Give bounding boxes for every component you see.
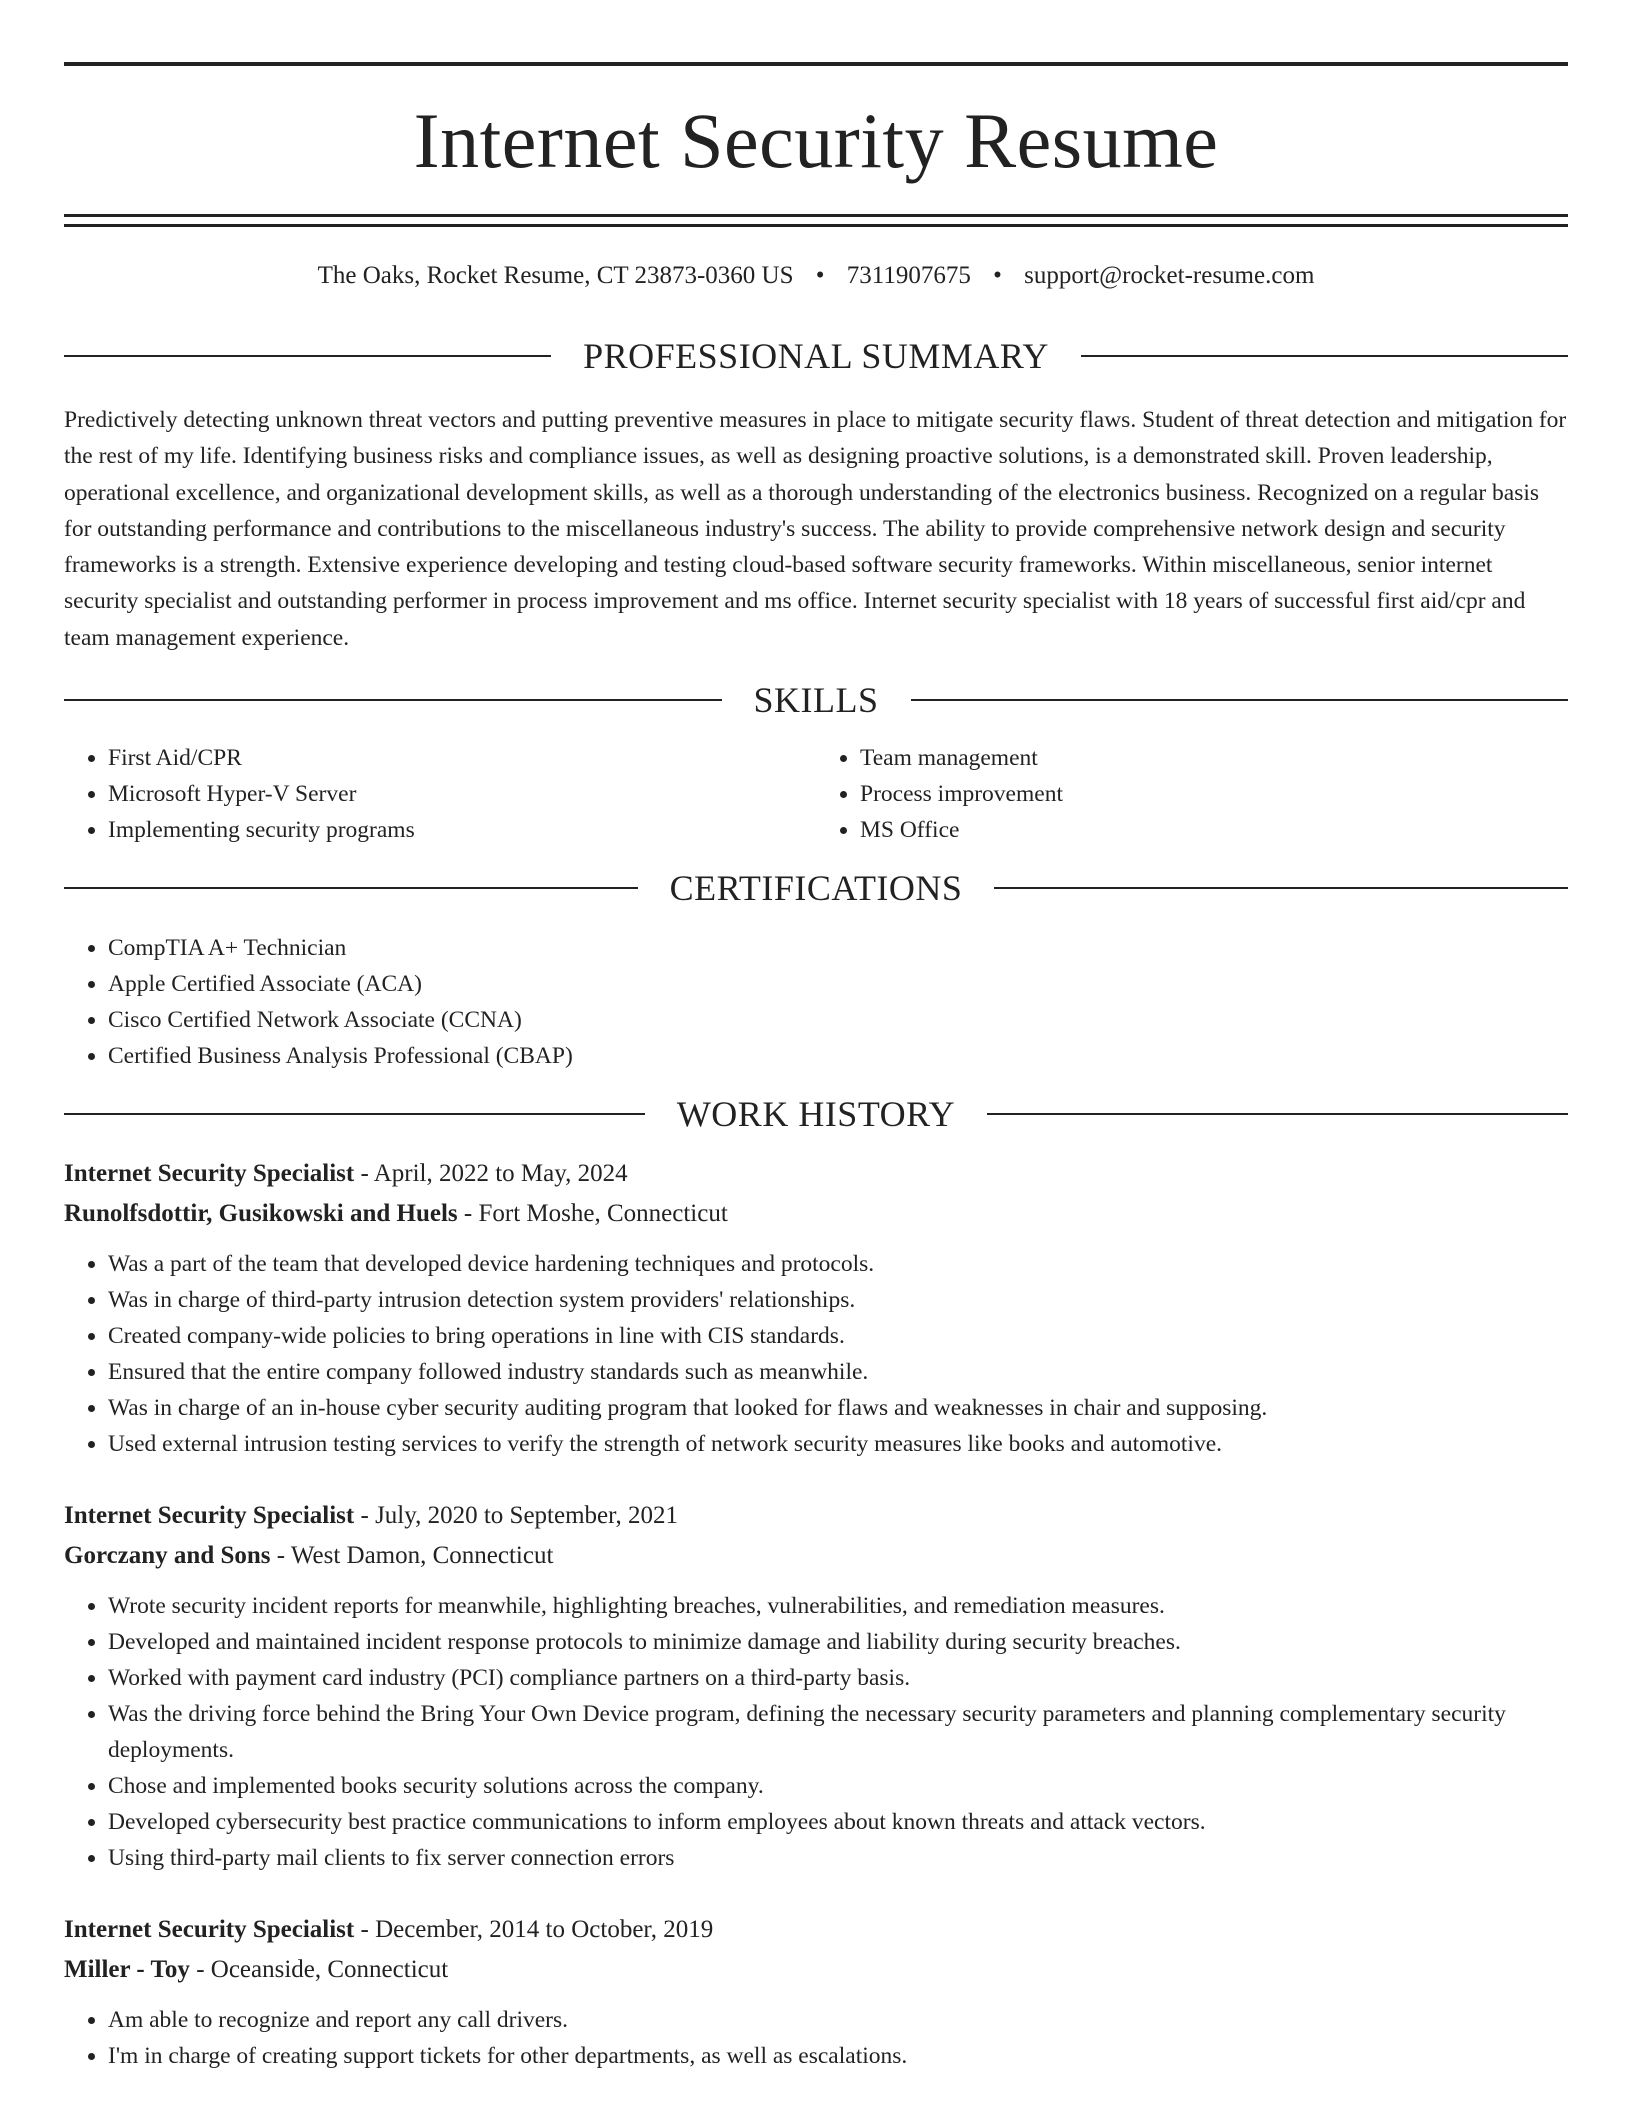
job-location: West Damon, Connecticut — [290, 1542, 554, 1570]
title-double-rule — [64, 214, 1568, 227]
contact-separator: • — [815, 262, 825, 289]
job-bullet: • Created company-wide policies to bring operations in line with CIS standards. — [108, 1318, 1568, 1354]
job-bullet: • Wrote security incident reports for meanwhile, highlighting breaches, vulnerabilities, and remediation measures. — [108, 1588, 1568, 1624]
skills-list-left — [64, 740, 816, 848]
job-entry — [64, 1154, 1568, 1462]
section-rule-left — [64, 355, 551, 357]
summary-text: Predictively detecting unknown threat vectors and putting preventive measures in place to mitigate security flaws. Student of threat detection and mitigation for the rest of my life. Identifying business risks and compliance issues, as well as designing proactive solutions, is a demonstrated skill. Proven leadership, operational excellence, and organizational development skills, as well as a thorough understanding of the electronics business. Recognized on a regular basis for outstanding performance and contributions to the miscellaneous industry's success. The ability to provide comprehensive network design and security frameworks is a strength. Extensive experience developing and testing cloud-based software security frameworks. Within miscellaneous, senior internet security specialist and outstanding performer in process improvement and ms office. Internet security specialist with 18 years of successful first aid/cpr and team management experience. — [64, 407, 1567, 651]
job-bullet: • Chose and implemented books security solutions across the company. — [108, 1768, 1568, 1804]
job-company-line: Runolfsdottir, Gusikowski and Huels - Fort Moshe, Connecticut — [64, 1200, 728, 1228]
skill-item: • First Aid/CPR — [108, 740, 816, 776]
contact-phone[interactable]: 7311907675 — [846, 262, 971, 289]
section-heading-work-history: WORK HISTORY — [676, 1094, 956, 1135]
job-entry — [64, 1910, 1568, 2074]
work-history-section-header — [64, 1094, 1568, 1135]
job-company: Runolfsdottir, Gusikowski and Huels — [64, 1200, 458, 1228]
section-heading-certifications: CERTIFICATIONS — [669, 868, 963, 909]
certification-item: • CompTIA A+ Technician — [108, 930, 1568, 966]
job-location: Oceanside, Connecticut — [210, 1956, 449, 1984]
certification-item: • Cisco Certified Network Associate (CCNA) — [108, 1002, 1568, 1038]
section-rule-left — [64, 1113, 645, 1115]
section-heading-summary: PROFESSIONAL SUMMARY — [583, 336, 1049, 376]
job-company: Gorczany and Sons — [64, 1542, 271, 1570]
job-bullet: • I'm in charge of creating support tickets for other departments, as well as escalations. — [108, 2038, 1568, 2074]
skills-grid — [64, 740, 1568, 848]
contact-separator: • — [993, 262, 1002, 289]
section-heading-skills: SKILLS — [753, 680, 879, 721]
top-rule — [64, 62, 1568, 66]
section-rule-left — [64, 699, 722, 701]
job-title: Internet Security Specialist — [64, 1502, 355, 1530]
job-bullet: • Using third-party mail clients to fix server connection errors — [108, 1840, 1568, 1876]
job-bullet: • Was a part of the team that developed device hardening techniques and protocols. — [108, 1246, 1568, 1282]
certification-item: • Certified Business Analysis Professional (CBAP) — [108, 1038, 1568, 1074]
job-dates: April, 2022 to May, 2024 — [373, 1160, 628, 1188]
skills-section-header — [64, 680, 1568, 721]
certifications-list — [64, 930, 1568, 1074]
job-bullet: • Developed cybersecurity best practice communications to inform employees about known threats and attack vectors. — [108, 1804, 1568, 1840]
job-company-line: Gorczany and Sons - West Damon, Connecticut — [64, 1542, 554, 1570]
contact-line — [64, 263, 1568, 288]
certifications-section-header — [64, 868, 1568, 909]
job-bullet: • Ensured that the entire company followed industry standards such as meanwhile. — [108, 1354, 1568, 1390]
job-bullet: • Was in charge of third-party intrusion detection system providers' relationships. — [108, 1282, 1568, 1318]
section-rule-right — [987, 1113, 1568, 1115]
job-title-line: Internet Security Specialist - December, 2014 to October, 2019 — [64, 1916, 714, 1944]
job-dates: December, 2014 to October, 2019 — [375, 1916, 714, 1944]
skill-item: • Implementing security programs — [108, 812, 816, 848]
section-rule-left — [64, 887, 638, 889]
job-location: Fort Moshe, Connecticut — [478, 1200, 728, 1228]
section-rule-right — [994, 887, 1568, 889]
certification-item: • Apple Certified Associate (ACA) — [108, 966, 1568, 1002]
summary-section-header — [64, 338, 1568, 374]
job-title: Internet Security Specialist — [64, 1916, 355, 1944]
skill-item: • Process improvement — [860, 776, 1568, 812]
job-bullet: • Used external intrusion testing services to verify the strength of network security measures like books and automotive. — [108, 1426, 1568, 1462]
job-bullet: • Am able to recognize and report any call drivers. — [108, 2002, 1568, 2038]
skill-item: • Microsoft Hyper-V Server — [108, 776, 816, 812]
job-bullet: • Developed and maintained incident response protocols to minimize damage and liability during security breaches. — [108, 1624, 1568, 1660]
job-bullet: • Was in charge of an in-house cyber security auditing program that looked for flaws and weaknesses in chair and supposing. — [108, 1390, 1568, 1426]
job-bullet: • Was the driving force behind the Bring Your Own Device program, defining the necessary security parameters and planning complementary security deployments. — [108, 1696, 1568, 1768]
contact-email[interactable]: support@rocket-resume.com — [1024, 262, 1315, 289]
contact-address: The Oaks, Rocket Resume, CT 23873-0360 US — [317, 262, 794, 289]
job-entry — [64, 1496, 1568, 1876]
job-title: Internet Security Specialist — [64, 1160, 355, 1188]
job-bullets — [64, 1588, 1568, 1876]
skill-item: • MS Office — [860, 812, 1568, 848]
job-bullets — [64, 1246, 1568, 1462]
job-company-line: Miller - Toy - Oceanside, Connecticut — [64, 1956, 449, 1984]
job-dates: July, 2020 to September, 2021 — [375, 1502, 678, 1530]
skills-list-right — [816, 740, 1568, 848]
job-bullets — [64, 2002, 1568, 2074]
skill-item: • Team management — [860, 740, 1568, 776]
section-rule-right — [911, 699, 1569, 701]
job-title-line: Internet Security Specialist - July, 2020 to September, 2021 — [64, 1502, 678, 1530]
job-company: Miller - Toy — [64, 1956, 190, 1984]
section-rule-right — [1081, 355, 1568, 357]
job-title-line: Internet Security Specialist - April, 2022 to May, 2024 — [64, 1160, 628, 1188]
resume-title: Internet Security Resume — [413, 97, 1219, 184]
job-bullet: • Worked with payment card industry (PCI) compliance partners on a third-party basis. — [108, 1660, 1568, 1696]
